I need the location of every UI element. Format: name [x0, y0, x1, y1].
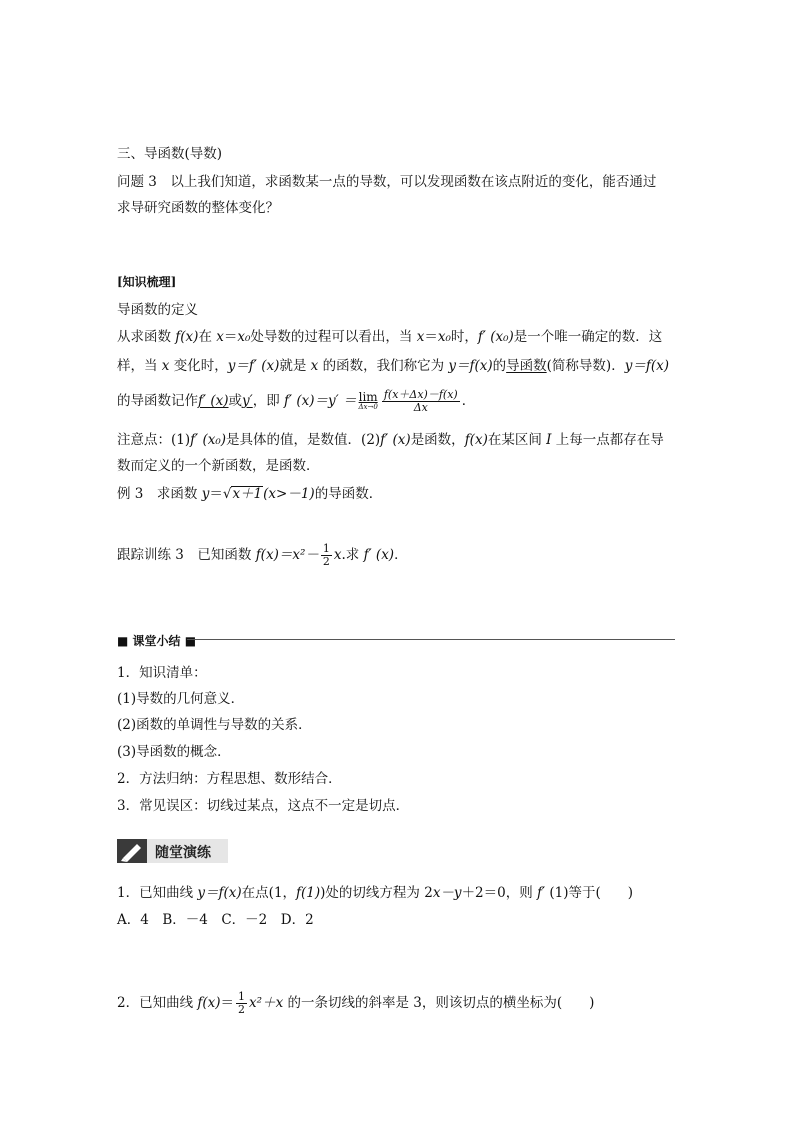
definition-line-2: 样，当 x 变化时，y＝f′ (x)就是 x 的函数，我们称它为 y＝f(x)的导函数(简称导数)．y＝f(x)	[117, 358, 669, 374]
training-3: 跟踪训练 3 已知函数 f(x)＝x²－ $\frac{1}{2}$ x.求 f′ (x)．	[117, 542, 408, 568]
question-1-options: A．4 B．－4 C．－2 D．2	[117, 912, 314, 928]
section-heading: 三、导函数(导数)	[117, 146, 223, 162]
question-1: 1．已知曲线 y＝f(x)在点(1，f(1))处的切线方程为 2x－y＋2＝0，则 f′ (1)等于( )	[117, 885, 634, 901]
problem-3: 问题 3 以上我们知道，求函数某一点的导数，可以发现函数在该点附近的变化，能否通过	[117, 174, 657, 190]
limit-operator: lim Δx→0	[358, 389, 378, 411]
summary-item: 2．方法归纳：方程思想、数形结合．	[117, 771, 342, 787]
definition-line-3: 的导函数记作f′ (x)或y′，即 f′ (x)＝y′ ＝ lim Δx→0 $\frac{f(x+\Delta x)-f(x)}{\Delta x}$ ．	[117, 388, 476, 414]
practice-banner: 随堂演练	[117, 839, 228, 863]
pencil-icon	[117, 839, 147, 863]
summary-item: (2)函数的单调性与导数的关系．	[117, 717, 312, 733]
problem-3-cont: 求导研究函数的整体变化？	[117, 200, 279, 216]
note-line-2: 数而定义的一个新函数，是函数．	[117, 458, 320, 474]
summary-item: (3)导函数的概念．	[117, 744, 231, 760]
summary-item: 3．常见误区：切线过某点，这点不一定是切点．	[117, 798, 410, 814]
definition-line-1: 从求函数 f(x)在 x＝x₀处导数的过程可以看出，当 x＝x₀时，f′ (x₀)是一个唯一确定的数．这	[117, 329, 663, 345]
difference-quotient: $\frac{f(x+\Delta x)-f(x)}{\Delta x}$	[383, 388, 458, 414]
summary-header: ■ 课堂小结 ■	[117, 632, 675, 648]
example-3: 例 3 求函数 y＝√x＋1(x>－1)的导函数．	[117, 486, 383, 502]
summary-item: 1．知识清单：	[117, 665, 207, 681]
definition-title: 导函数的定义	[117, 302, 198, 318]
summary-item: (1)导数的几何意义．	[117, 691, 245, 707]
knowledge-tag: [知识梳理]	[117, 275, 177, 289]
question-2: 2．已知曲线 f(x)＝ $\frac{1}{2}$ x²＋x 的一条切线的斜率是 3，则该切点的横坐标为( )	[117, 990, 595, 1016]
note-line-1: 注意点：(1)f′ (x₀)是具体的值，是数值．(2)f′ (x)是函数，f(x)在某区间 I 上每一点都存在导	[117, 432, 664, 448]
summary-divider	[187, 639, 675, 640]
